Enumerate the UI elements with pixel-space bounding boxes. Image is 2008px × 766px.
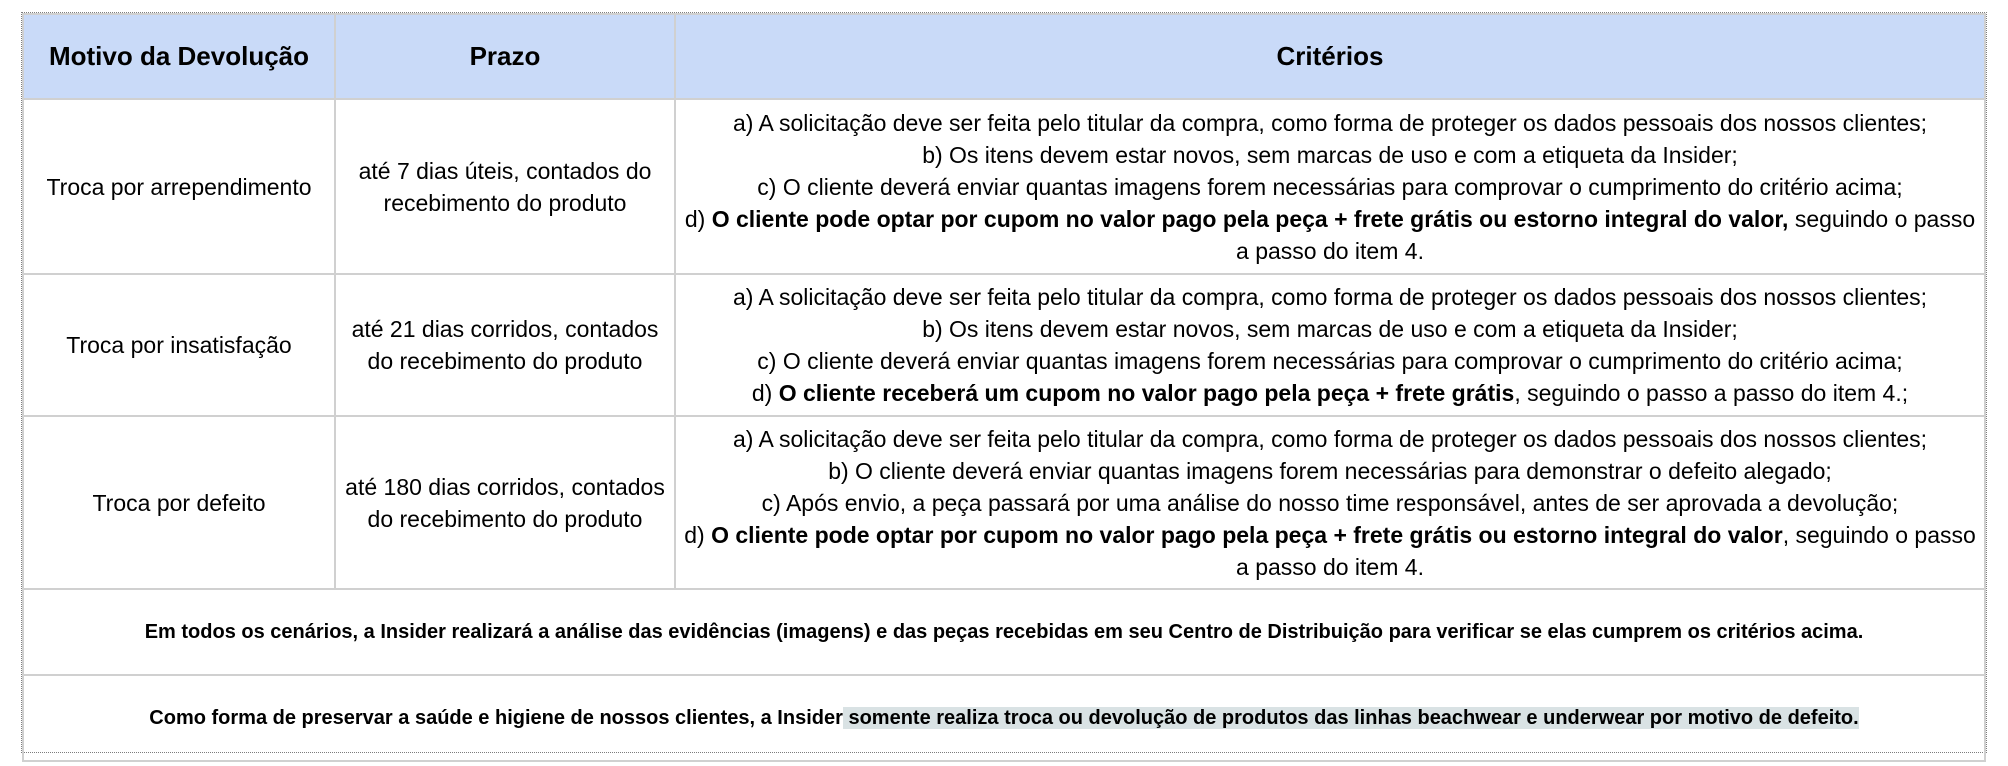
motivo-cell: Troca por insatisfação [23,274,335,416]
criterio-c: c) O cliente deverá enviar quantas imagens forem necessárias para comprovar o cumprimento do critério acima; [757,348,1903,374]
hygiene-note-highlight: somente realiza troca ou devolução de produtos das linhas beachwear e underwear por motivo de defeito. [842,707,1859,729]
motivo-cell: Troca por arrependimento [23,99,335,274]
note-row [23,589,1985,675]
criterio-d [684,377,1976,409]
prazo-cell: até 7 dias úteis, contados do recebimento do produto [335,99,675,274]
header-row [23,14,1985,99]
prazo-cell: até 180 dias corridos, contados do recebimento do produto [335,416,675,589]
criterio-a: a) A solicitação deve ser feita pelo titular da compra, como forma de proteger os dados pessoais dos nossos clientes; [732,425,1928,452]
header-prazo: Prazo [335,14,675,99]
criterio-d [684,203,1976,267]
criterio-b: b) Os itens devem estar novos, sem marcas de uso e com a etiqueta da Insider; [922,316,1738,342]
criterio-c: c) O cliente deverá enviar quantas imagens forem necessárias para comprovar o cumprimento do critério acima; [757,173,1903,200]
criterio-d-prefix: d) [684,521,712,548]
returns-policy-table-container [21,12,1987,753]
hygiene-note [23,675,1985,761]
returns-policy-table [22,13,1986,762]
prazo-cell: até 21 dias corridos, contados do recebimento do produto [335,274,675,416]
motivo-cell: Troca por defeito [23,416,335,589]
criterio-d-bold: O cliente pode optar por cupom no valor pago pela peça + frete grátis ou estorno integral do valor, [711,205,1789,232]
analysis-note: Em todos os cenários, a Insider realizará a análise das evidências (imagens) e das peças recebidas em seu Centro de Distribuição para verificar se elas cumprem os critérios acima. [23,589,1985,675]
criterio-d-suffix: , seguindo o passo a passo do item 4. [1236,521,1976,580]
table-row [23,99,1985,274]
criterio-d-prefix: d) [751,380,779,406]
note-row [23,675,1985,761]
table-row [23,274,1985,416]
criterio-b: b) O cliente deverá enviar quantas imagens forem necessárias para demonstrar o defeito alegado; [828,457,1832,484]
criterio-a: a) A solicitação deve ser feita pelo titular da compra, como forma de proteger os dados pessoais dos nossos clientes; [732,109,1928,136]
criterio-d [684,519,1976,583]
criterios-cell [675,99,1985,274]
criterio-c: c) Após envio, a peça passará por uma análise do nosso time responsável, antes de ser aprovada a devolução; [761,489,1899,516]
criterios-cell [675,416,1985,589]
criterio-b: b) Os itens devem estar novos, sem marcas de uso e com a etiqueta da Insider; [922,141,1738,168]
hygiene-note-prefix: Como forma de preservar a saúde e higiene de nossos clientes, a Insider [149,707,843,729]
criterio-a: a) A solicitação deve ser feita pelo titular da compra, como forma de proteger os dados pessoais dos nossos clientes; [732,284,1928,310]
header-motivo: Motivo da Devolução [23,14,335,99]
criterio-d-suffix: , seguindo o passo a passo do item 4.; [1514,380,1909,406]
criterio-d-bold: O cliente pode optar por cupom no valor pago pela peça + frete grátis ou estorno integral do valor [711,521,1783,548]
table-row [23,416,1985,589]
criterios-cell [675,274,1985,416]
criterio-d-bold: O cliente receberá um cupom no valor pago pela peça + frete grátis [778,380,1515,406]
criterio-d-suffix: seguindo o passo a passo do item 4. [1236,205,1976,264]
header-criterios: Critérios [675,14,1985,99]
criterio-d-prefix: d) [684,205,712,232]
